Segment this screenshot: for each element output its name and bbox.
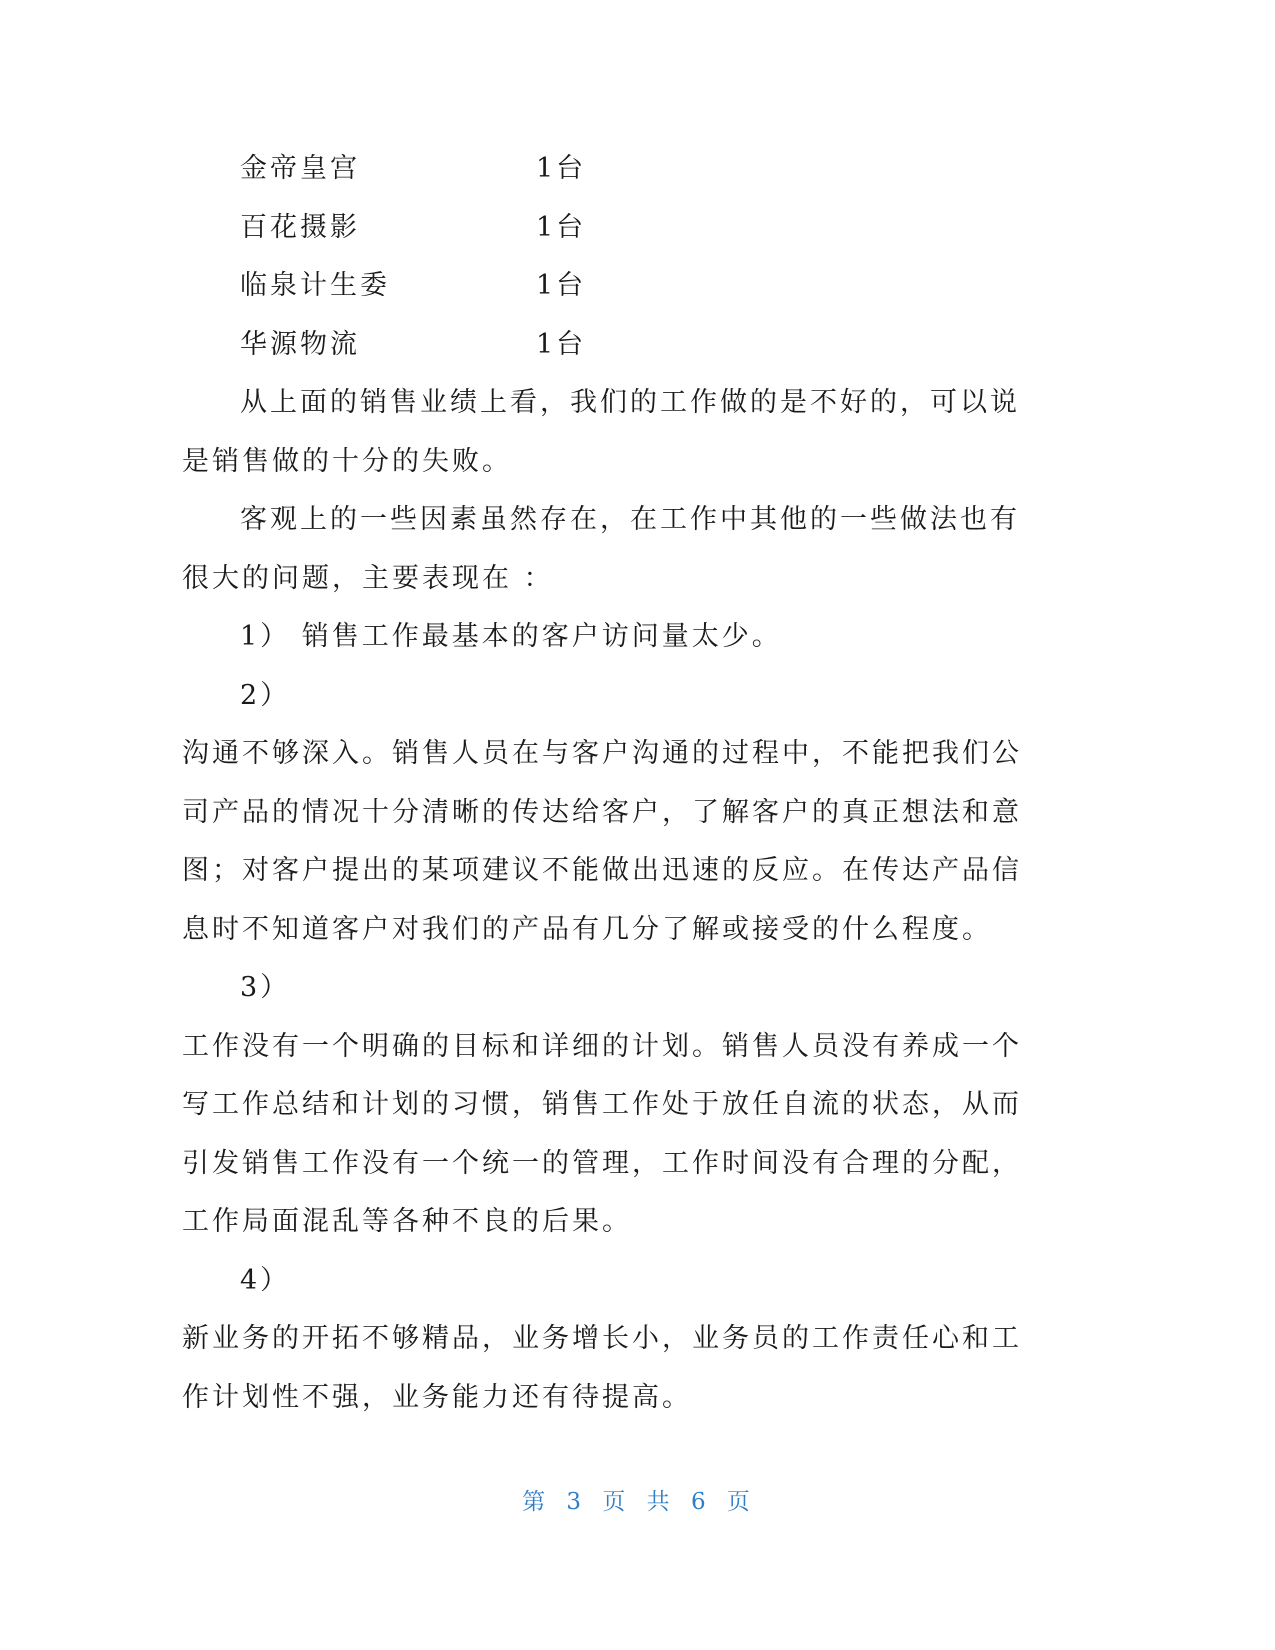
paragraph-line: 作计划性不强，业务能力还有待提高。 [182, 1381, 692, 1413]
paragraph-line: 图；对客户提出的某项建议不能做出迅速的反应。在传达产品信 [182, 855, 1022, 886]
paragraph-line: 司产品的情况十分清晰的传达给客户，了解客户的真正想法和意 [182, 796, 1022, 828]
sales-row [182, 199, 1012, 258]
paragraph-line: 新业务的开拓不够精品，业务增长小，业务员的工作责任心和工 [182, 1323, 1022, 1354]
list-item-4-number: 4） [240, 1264, 291, 1296]
list-item-2-number: 2） [240, 679, 291, 711]
client-qty: 1台 [536, 153, 587, 184]
list-item-1: 1） 销售工作最基本的客户访问量太少。 [240, 621, 782, 652]
paragraph-line: 写工作总结和计划的习惯，销售工作处于放任自流的状态，从而 [182, 1089, 1022, 1120]
client-qty: 1台 [536, 328, 587, 360]
footer-label-ye: 页 [602, 1489, 629, 1515]
footer-label-di: 第 [522, 1489, 549, 1515]
paragraph-line: 引发销售工作没有一个统一的管理，工作时间没有合理的分配， [182, 1147, 1022, 1179]
paragraph-line: 息时不知道客户对我们的产品有几分了解或接受的什么程度。 [182, 913, 992, 945]
footer-label-ye: 页 [726, 1489, 753, 1515]
footer-label-gong: 共 [646, 1489, 673, 1515]
client-name: 金帝皇宫 [240, 153, 360, 184]
client-name: 华源物流 [240, 328, 360, 360]
sales-row [182, 257, 1012, 316]
paragraph-line: 工作没有一个明确的目标和详细的计划。销售人员没有养成一个 [182, 1030, 1022, 1062]
document-body [182, 140, 1022, 1427]
sales-row [182, 316, 1012, 375]
footer-page-number: 3 [566, 1489, 585, 1515]
sales-row [182, 140, 1012, 199]
paragraph-line: 从上面的销售业绩上看，我们的工作做的是不好的，可以说 [240, 387, 1020, 418]
paragraph-line: 很大的问题，主要表现在 ： [182, 562, 554, 594]
list-item-3-number: 3） [240, 972, 291, 1003]
footer-total-pages: 6 [690, 1489, 709, 1515]
paragraph-line: 客观上的一些因素虽然存在，在工作中其他的一些做法也有 [240, 504, 1020, 535]
client-name: 临泉计生委 [240, 270, 390, 301]
paragraph-line: 沟通不够深入。销售人员在与客户沟通的过程中，不能把我们公 [182, 738, 1022, 769]
client-name: 百花摄影 [240, 211, 360, 243]
paragraph-line: 工作局面混乱等各种不良的后果。 [182, 1206, 632, 1237]
paragraph-line: 是销售做的十分的失败。 [182, 445, 512, 477]
client-qty: 1台 [536, 270, 587, 301]
client-qty: 1台 [536, 211, 587, 243]
page-footer [0, 1483, 1275, 1516]
